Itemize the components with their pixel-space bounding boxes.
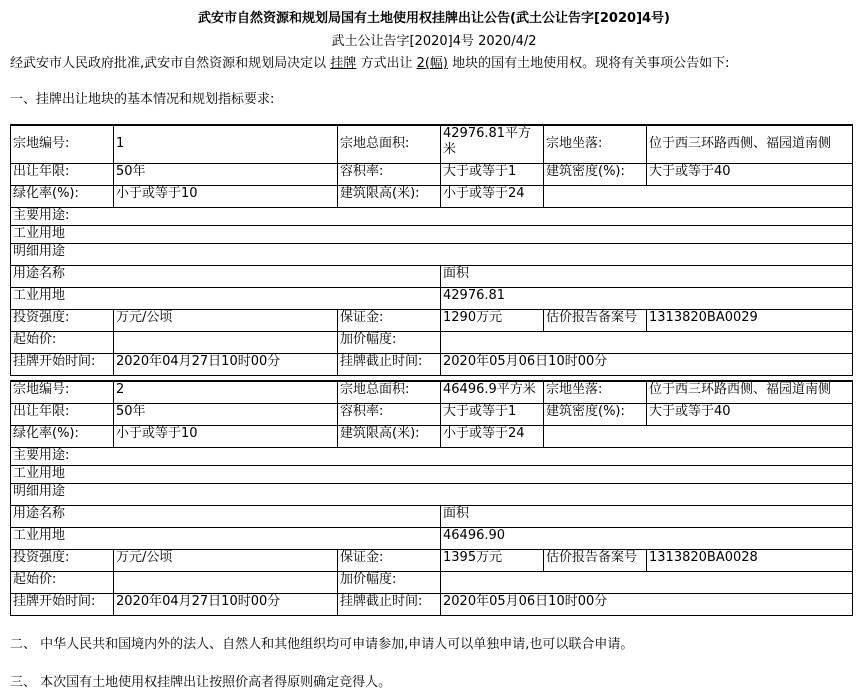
term-label: 出让年限: [11,403,114,425]
far-label: 容积率: [338,163,441,185]
main-use-value: 工业用地 [11,225,853,243]
density-label: 建筑密度(%): [544,163,647,185]
deposit-label: 保证金: [338,549,441,571]
end-time-value: 2020年05月06日10时00分 [441,593,853,615]
location-label: 宗地坐落: [544,125,647,163]
term-value: 50年 [114,163,338,185]
use-name-value: 工业用地 [11,287,441,309]
term-label: 出让年限: [11,163,114,185]
intro-count: 2(幅) [416,56,449,71]
area-value: 42976.81 [441,287,853,309]
invest-value: 万元/公顷 [114,309,338,331]
table-row [11,225,853,243]
start-time-label: 挂牌开始时间: [11,593,114,615]
use-name-header: 用途名称 [11,505,441,527]
green-value: 小于或等于10 [114,185,338,207]
density-value: 大于或等于40 [647,403,853,425]
deposit-value: 1290万元 [441,309,544,331]
increment-value [441,571,853,593]
main-use-label: 主要用途: [11,447,853,465]
appraisal-value: 1313820BA0028 [647,549,853,571]
green-label: 绿化率(%): [11,425,114,447]
height-label: 建筑限高(米): [338,185,441,207]
plot-table-2 [10,380,853,616]
end-time-label: 挂牌截止时间: [338,593,441,615]
plot-no-value: 2 [114,381,338,403]
table-row [11,185,853,207]
deposit-label: 保证金: [338,309,441,331]
total-area-label: 宗地总面积: [338,381,441,403]
table-row [11,593,853,615]
plot-no-label: 宗地编号: [11,125,114,163]
height-value: 小于或等于24 [441,425,544,447]
table-row [11,265,853,287]
detail-use-label: 明细用途 [11,483,853,505]
main-use-label: 主要用途: [11,207,853,225]
end-time-value: 2020年05月06日10时00分 [441,353,853,375]
intro-mid: 方式出让 [360,56,413,71]
location-label: 宗地坐落: [544,381,647,403]
start-price-value [114,571,338,593]
density-label: 建筑密度(%): [544,403,647,425]
table-row [11,309,853,331]
plot-no-value: 1 [114,125,338,163]
table-row [11,425,853,447]
table-row [11,483,853,505]
section-3-paragraph: 三、 本次国有土地使用权挂牌出让按照价高者得原则确定竞得人。 [10,675,392,690]
area-header: 面积 [441,265,853,287]
total-area-value: 42976.81平方米 [441,125,544,163]
table-row [11,207,853,225]
table-row [11,505,853,527]
total-area-label: 宗地总面积: [338,125,441,163]
total-area-value: 46496.9平方米 [441,381,544,403]
appraisal-value: 1313820BA0029 [647,309,853,331]
section-1-heading: 一、挂牌出让地块的基本情况和规划指标要求: [10,92,275,107]
intro-paragraph [10,52,730,71]
far-label: 容积率: [338,403,441,425]
announcement-number-date: 武土公让告字[2020]4号 2020/4/2 [331,34,537,49]
intro-post: 地块的国有土地使用权。现将有关事项公告如下: [452,56,730,71]
appraisal-label: 估价报告备案号 [544,309,647,331]
increment-label: 加价幅度: [338,331,441,353]
height-value: 小于或等于24 [441,185,544,207]
start-time-value: 2020年04月27日10时00分 [114,353,338,375]
green-value: 小于或等于10 [114,425,338,447]
end-time-label: 挂牌截止时间: [338,353,441,375]
deposit-value: 1395万元 [441,549,544,571]
table-row [11,381,853,403]
invest-label: 投资强度: [11,309,114,331]
section-2-paragraph: 二、 中华人民共和国境内外的法人、自然人和其他组织均可申请参加,申请人可以单独申请,也可以联合申请。 [10,637,634,652]
table-row [11,549,853,571]
table-row [11,465,853,483]
invest-label: 投资强度: [11,549,114,571]
intro-pre: 经武安市人民政府批准,武安市自然资源和规划局决定以 [10,56,327,71]
invest-value: 万元/公顷 [114,549,338,571]
far-value: 大于或等于1 [441,403,544,425]
table-row [11,403,853,425]
location-value: 位于西三环路西侧、福园道南侧 [647,381,853,403]
increment-value [441,331,853,353]
term-value: 50年 [114,403,338,425]
density-value: 大于或等于40 [647,163,853,185]
use-name-value: 工业用地 [11,527,441,549]
table-row [11,353,853,375]
main-use-value: 工业用地 [11,465,853,483]
area-header: 面积 [441,505,853,527]
detail-use-label: 明细用途 [11,243,853,265]
table-row [11,125,853,163]
increment-label: 加价幅度: [338,571,441,593]
plot-no-label: 宗地编号: [11,381,114,403]
start-time-value: 2020年04月27日10时00分 [114,593,338,615]
table-row [11,571,853,593]
height-label: 建筑限高(米): [338,425,441,447]
start-price-value [114,331,338,353]
page-title: 武安市自然资源和规划局国有土地使用权挂牌出让公告(武土公让告字[2020]4号) [198,11,670,26]
table-row [11,527,853,549]
start-time-label: 挂牌开始时间: [11,353,114,375]
use-name-header: 用途名称 [11,265,441,287]
empty-cell [544,425,853,447]
table-row [11,243,853,265]
start-price-label: 起始价: [11,331,114,353]
area-value: 46496.90 [441,527,853,549]
far-value: 大于或等于1 [441,163,544,185]
start-price-label: 起始价: [11,571,114,593]
intro-mode: 挂牌 [330,56,357,71]
table-row [11,331,853,353]
location-value: 位于西三环路西侧、福园道南侧 [647,125,853,163]
plot-table-1 [10,124,853,376]
table-row [11,287,853,309]
empty-cell [544,185,853,207]
table-row [11,447,853,465]
appraisal-label: 估价报告备案号 [544,549,647,571]
green-label: 绿化率(%): [11,185,114,207]
table-row [11,163,853,185]
